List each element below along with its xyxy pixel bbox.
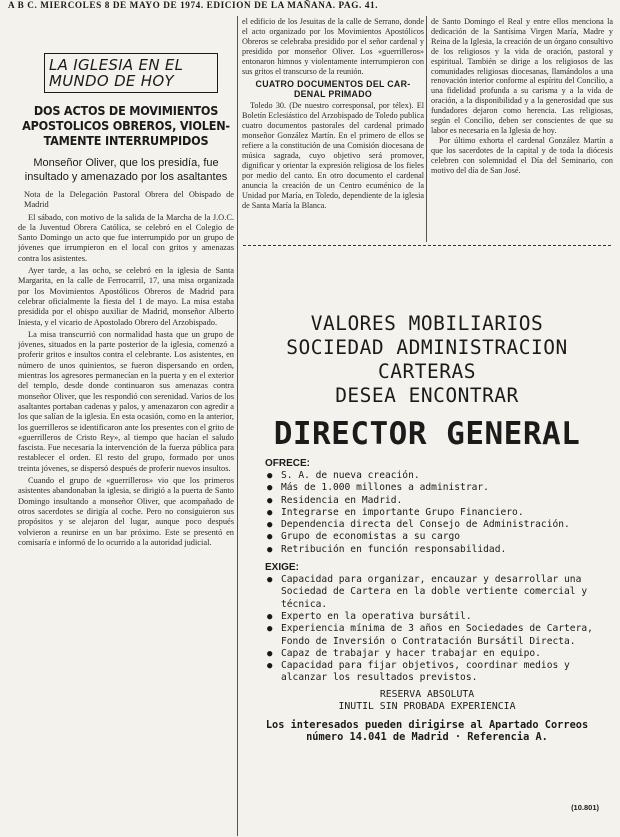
offer-item: ● S. A. de nueva creación. <box>267 470 420 481</box>
requirements-list <box>263 574 611 685</box>
section-title-line: LA IGLESIA EN EL <box>49 56 184 74</box>
offer-item: ● Retribución en función responsabilidad. <box>267 543 507 555</box>
middle-column <box>242 17 424 241</box>
contact-line: Los interesados pueden dirigirse al Apartado Correos <box>265 718 589 731</box>
section-title-line: MUNDO DE HOY <box>49 72 174 90</box>
offer-item: ● Residencia en Madrid. <box>267 494 403 506</box>
requirement-item: ● Capacidad para organizar, encauzar y desarrollar una Sociedad de Cartera en la doble vertiente comercial y técnica. <box>267 574 588 610</box>
right-body-text: de Santo Domingo el Real y entre ellos menciona la dedicación de la Santísima Virgen María, Madre y Reina de la Iglesia, la creación de un órgano consultivo de los religiosos y la vida de oración, pastoral y espiritual. También se dirige a los religiosos de las comunidades religiosas diocesanas, llamándolos a una renovación interior conforme al espíritu del Concilio, a una fidelidad profunda a su carisma y a la vida de oración, a la disponibilidad y a la generosidad que sus fundadores dejaron como herencia. Las religiosas, según el Concilio, deben ser conscientes de que su labor es necesaria en la Iglesia de hoy. <box>431 17 613 135</box>
column-divider <box>237 16 238 836</box>
middle-body-text: Toledo 30. (De nuestro corresponsal, por télex). El Boletín Eclesiástico del Arzobispado de Toledo publica cuatro documentos pastorales del cardenal primado monseñor González Martín. En el primero de ellos se refiere a la constitución de una Comisión diocesana de música sagrada, cuyo objetivo será promover, dignificar y orientar la expresión religiosa de los fieles por medio del canto. En otro documento el cardenal anuncia la creación de un Centro ecuménico de la Unidad por María, en Toledo, dependiente de la iglesia de Santa María la Blanca. <box>242 101 424 210</box>
offers-list <box>263 470 611 556</box>
article-subhead: Monseñor Oliver, que los presidía, fue insultado y amenazado por los asaltantes <box>24 157 228 183</box>
headline-line: TAMENTE INTERRUMPIDOS <box>43 133 209 148</box>
contact-line: número 14.041 de Madrid · Referencia A. <box>306 731 548 744</box>
experience-notice: INUTIL SIN PROBADA EXPERIENCIA <box>338 700 516 712</box>
article-headline <box>18 103 234 148</box>
offers-label: OFRECE: <box>265 458 310 469</box>
middle-body <box>242 101 424 210</box>
bullet-icon: ● <box>267 575 273 586</box>
ad-title-line: DESEA ENCONTRAR <box>335 384 519 407</box>
right-column <box>431 17 613 241</box>
bullet-icon: ● <box>267 483 273 494</box>
section-title <box>44 53 218 93</box>
article-paragraph: Cuando el grupo de «guerrilleros» vio que los primeros asistentes abandonaban la iglesia, se dirigió a la puerta de Santo Domingo insultando a monseñor Oliver, que acompañado de otros sacerdotes se dirigía al coche. Pero no consiguieron sus propósitos y se alejaron del lugar, aunque poco después volvieron a reunirse en un bar próximo. Este se presentó en comisaría e informó de lo ocurrido a la autoridad judicial. <box>18 476 234 547</box>
bullet-icon: ● <box>267 520 273 531</box>
article-paragraph: La misa transcurrió con normalidad hasta que un grupo de jóvenes, situados en la parte posterior de la iglesia, comenzó a proferir gritos e insultos contra el celebrante. Los asistentes, en número de unos quinientos, se fueron dispersando en orden, mientras los agresores permanecían en la puerta y en el exterior del templo, desde donde continuaron sus amenazas contra monseñor Oliver, que les respondió con serenidad. Varios de los asaltantes portaban cadenas y palos, y amenazaron con agredir a los que salían de la iglesia. En esta ocasión, como en la anterior, los guerrilleros se identificaron ante los presentes con el grito de «guerrilleros de Cristo Rey», al tiempo que hacían el saludo fascista. Fue necesaria la intervención de la fuerza pública para restablecer el orden. El resto del grupo, formado por unos treinta jóvenes, se dispersó después de proferir nuevos insultos. <box>18 329 234 473</box>
bullet-icon: ● <box>267 661 273 672</box>
ad-position-title: DIRECTOR GENERAL <box>273 416 581 452</box>
bullet-icon: ● <box>267 471 273 481</box>
offer-item: ● Integrarse en importante Grupo Financiero. <box>267 506 524 518</box>
bullet-icon: ● <box>267 507 273 518</box>
bullet-icon: ● <box>267 495 273 506</box>
requirement-item: ● Experiencia mínima de 3 años en Sociedades de Cartera, Fondo de Inversión o Contratación Bursátil Directa. <box>267 623 593 647</box>
bullet-icon: ● <box>267 544 273 555</box>
bullet-icon: ● <box>267 624 273 635</box>
offer-item: ● Dependencia directa del Consejo de Administración. <box>267 519 570 531</box>
middle-heading-line: DENAL PRIMADO <box>293 89 373 100</box>
right-body-text-2: Por último exhorta el cardenal González Martín a que los sacerdotes de la capital y de toda la diócesis celebren con solemnidad el Día del Seminario, con motivo del día de San José. <box>431 135 613 175</box>
right-body <box>431 17 613 176</box>
left-column <box>18 53 234 835</box>
job-advertisement <box>243 245 611 836</box>
headline-line: APOSTOLICOS OBREROS, VIOLEN- <box>22 118 230 133</box>
column-divider <box>426 16 427 242</box>
ad-title-line: CARTERAS <box>378 360 476 383</box>
middle-intro-text: el edificio de los Jesuitas de la calle de Serrano, donde el acto organizado por los Movimientos Apostólicos Obreros se celebraba presidido por el señor cardenal y presidido por monseñor Oliver. Los «guerrilleros» entonaron himnos y violentamente interrumpieron con sus gritos el transcurso de la reunión. <box>242 17 424 76</box>
ad-reference-code: (10.801) <box>571 803 599 812</box>
requirements-label: EXIGE: <box>265 562 299 574</box>
middle-heading-line: CUATRO DOCUMENTOS DEL CAR- <box>255 79 411 90</box>
ad-title-line: VALORES MOBILIARIOS <box>310 312 544 335</box>
requirement-item: ● Capaz de trabajar y hacer trabajar en equipo. <box>267 647 541 659</box>
page-header: A B C. MIERCOLES 8 DE MAYO DE 1974. EDICION DE LA MAÑANA. PAG. 41. <box>8 0 379 10</box>
requirement-item: ● Experto en la operativa bursátil. <box>267 610 472 622</box>
offer-item: ● Más de 1.000 millones a administrar. <box>267 482 489 494</box>
article-paragraph: El sábado, con motivo de la salida de la Marcha de la J.O.C. de la Juventud Obrera Católica, se celebró en el Colegio de Santo Domingo un acto que fue interrumpido por un grupo de jóvenes que irrumpieron en el local con gritos y amenazas contra los asistentes. <box>18 212 234 263</box>
bullet-icon: ● <box>267 532 273 543</box>
article-paragraph: Ayer tarde, a las ocho, se celebró en la iglesia de Santa Margarita, en la calle de Ferrocarril, 17, una misa organizada por los Movimientos Apostólicos Obreros de Madrid para celebrar oficialmente la fiesta del 1 de mayo. La misa estaba presidida por el obispo auxiliar de Madrid, monseñor Alberto Iniesta, y el vicario de Apostolado Obrero del Arzobispado. <box>18 266 234 327</box>
contact-info <box>243 719 611 744</box>
headline-line: DOS ACTOS DE MOVIMIENTOS <box>33 103 219 118</box>
reserve-notice: RESERVA ABSOLUTA <box>379 688 475 700</box>
offer-item: ● Grupo de economistas a su cargo <box>267 531 461 543</box>
bullet-icon: ● <box>267 611 273 622</box>
requirement-item: ● Capacidad para fijar objetivos, coordinar medios y alcanzar los resultados previstos. <box>267 660 570 684</box>
middle-intro <box>242 17 424 76</box>
bullet-icon: ● <box>267 648 273 659</box>
ad-title-line: SOCIEDAD ADMINISTRACION <box>286 336 568 359</box>
middle-heading <box>242 79 424 99</box>
article-body <box>18 190 234 548</box>
article-note: Nota de la Delegación Pastoral Obrera del Obispado de Madrid <box>24 190 234 210</box>
